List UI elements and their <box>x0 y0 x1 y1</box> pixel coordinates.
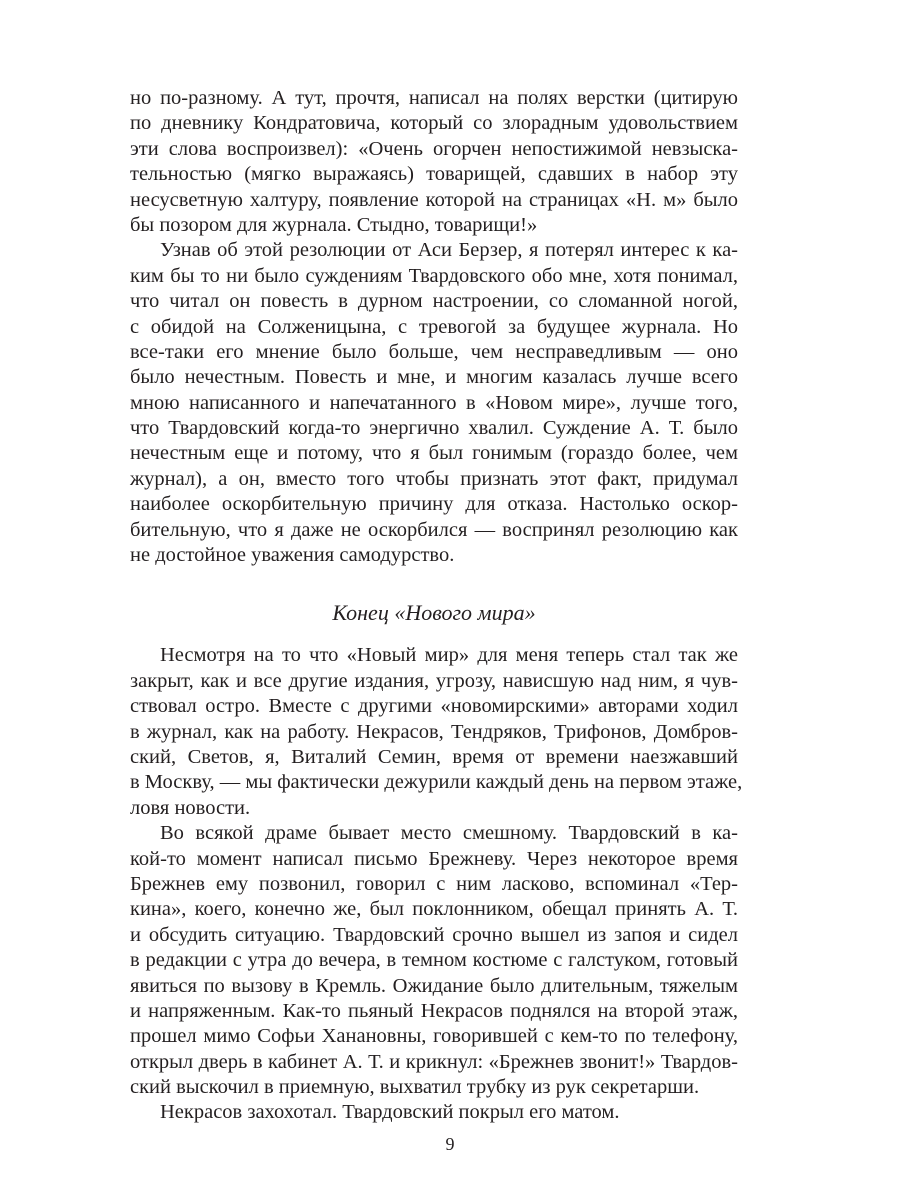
text-line: не достойное уважения самодурство. <box>130 544 455 567</box>
text-line: с обидой на Солженицына, с тревогой за будущее журнала. Но <box>130 315 738 338</box>
text-line: ский, Светов, я, Виталий Семин, время от времени наезжавший <box>130 745 738 768</box>
text-line: эти слова воспроизвел): «Очень огорчен непостижимой невзыска- <box>130 137 738 160</box>
text-line: нечестным еще и потому, что я был гонимым (гораздо более, чем <box>130 442 738 465</box>
text-line: было нечестным. Повесть и мне, и многим казалась лучше всего <box>130 366 738 389</box>
paragraph <box>130 86 738 238</box>
text-line: все-таки его мнение было больше, чем несправедливым — оно <box>130 340 738 363</box>
text-line: что читал он повесть в дурном настроении, со сломанной ногой, <box>130 290 738 313</box>
text-line: и напряженным. Как-то пьяный Некрасов поднялся на второй этаж, <box>130 999 738 1022</box>
text-line: закрыт, как и все другие издания, угрозу, нависшую над ним, я чув- <box>130 669 738 692</box>
text-line: открыл дверь в кабинет А. Т. и крикнул: «Брежнев звонит!» Твардов- <box>130 1050 738 1073</box>
text-line: тельностью (мягко выражаясь) товарищей, сдавших в набор эту <box>130 163 738 186</box>
text-line: наиболее оскорбительную причину для отказа. Настолько оскор- <box>130 493 738 516</box>
text-line: Некрасов захохотал. Твардовский покрыл его матом. <box>160 1101 620 1124</box>
text-line: в редакции с утра до вечера, в темном костюме с галстуком, готовый <box>130 949 738 972</box>
text-line: в журнал, как на работу. Некрасов, Тендряков, Трифонов, Домбров- <box>130 720 738 743</box>
text-line: Брежнев ему позвонил, говорил с ним ласково, вспоминал «Тер- <box>130 872 738 895</box>
paragraph <box>130 1100 738 1125</box>
text-line: и обсудить ситуацию. Твардовский срочно вышел из запоя и сидел <box>130 923 738 946</box>
text-line: прошел мимо Софьи Ханановны, говорившей с кем-то по телефону, <box>130 1025 738 1048</box>
text-line: но по-разному. А тут, прочтя, написал на полях верстки (цитирую <box>130 87 738 109</box>
text-line: Несмотря на то что «Новый мир» для меня теперь стал так же <box>160 644 738 667</box>
text-line: Узнав об этой резолюции от Аси Берзер, я потерял интерес к ка- <box>160 239 738 262</box>
text-line: ловя новости. <box>130 796 251 819</box>
page-body <box>130 86 743 1126</box>
paragraph <box>130 643 743 821</box>
text-line: бительную, что я даже не оскорбился — воспринял резолюцию как <box>130 518 738 541</box>
text-line: по дневнику Кондратовича, который со злорадным удовольствием <box>130 112 738 135</box>
page-number: 9 <box>445 1134 455 1154</box>
text-line: кина», коего, конечно же, был поклонником, обещал принять А. Т. <box>130 898 738 921</box>
paragraph <box>130 821 738 1100</box>
text-line: явиться по вызову в Кремль. Ожидание было длительным, тяжелым <box>130 974 738 997</box>
text-line: бы позором для журнала. Стыдно, товарищи!» <box>130 213 538 236</box>
text-line: ский выскочил в приемную, выхватил трубку из рук секретарши. <box>130 1076 700 1099</box>
text-line: мною написанного и напечатанного в «Новом мире», лучше того, <box>130 391 738 414</box>
text-line: что Твардовский когда-то энергично хвалил. Суждение А. Т. было <box>130 417 738 440</box>
text-line: журнал), а он, вместо того чтобы признать этот факт, придумал <box>130 467 738 490</box>
text-line: в Москву, — мы фактически дежурили каждый день на первом этаже, <box>130 771 743 794</box>
text-line: ствовал остро. Вместе с другими «новомирскими» авторами ходил <box>130 695 738 718</box>
text-line: Во всякой драме бывает место смешному. Твардовский в ка- <box>160 822 738 845</box>
text-line: ким бы то ни было суждениям Твардовского обо мне, хотя понимал, <box>130 264 738 287</box>
paragraph <box>130 238 738 568</box>
section-heading: Конец «Нового мира» <box>332 600 536 626</box>
text-line: несусветную халтуру, появление которой на страницах «Н. м» было <box>130 188 738 211</box>
text-line: кой-то момент написал письмо Брежневу. Через некоторое время <box>130 847 738 870</box>
